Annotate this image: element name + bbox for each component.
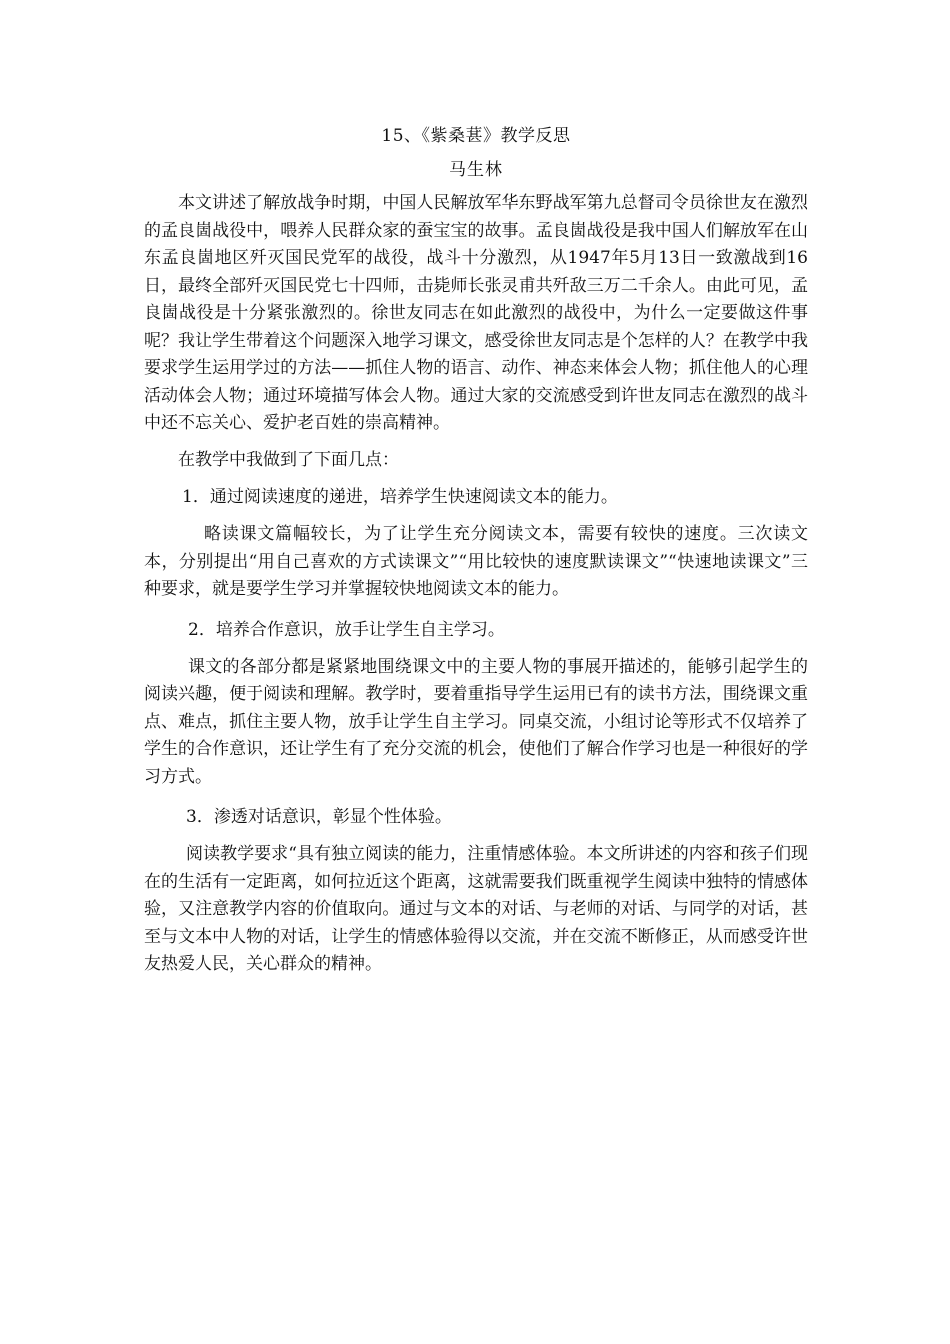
section-3-heading: 3．渗透对话意识，彰显个性体验。 — [186, 807, 452, 827]
document-title: 15、《紫桑葚》教学反思 — [381, 126, 571, 146]
section-2-heading: 2．培养合作意识，放手让学生自主学习。 — [188, 619, 505, 640]
intro-paragraph: 本文讲述了解放战争时期，中国人民解放军华东野战军第九总督司令员徐世友在激烈的孟良崮战役中，喂养人民群众家的蚕宝宝的故事。孟良崮战役是我中国人们解放军在山东孟良崮地区歼灭国民党军的战役，战斗十分激烈，从1947年5月13日一致激战到16日，最终全部歼灭国民党七十四师，击毙师长张灵甫共歼敌三万二千余人。由此可见，孟良崮战役是十分紧张激烈的。徐世友同志在如此激烈的战役中，为什么一定要做这件事呢？我让学生带着这个问题深入地学习课文，感受徐世友同志是个怎样的人？在教学中我要求学生运用学过的方法——抓住人物的语言、动作、神态来体会人物；抓住他人的心理活动体会人物；通过环境描写体会人物。通过大家的交流感受到许世友同志在激烈的战斗中还不忘关心、爱护老百姓的崇高精神。 — [144, 193, 808, 433]
document-page — [144, 122, 808, 979]
section-1-body: 略读课文篇幅较长，为了让学生充分阅读文本，需要有较快的速度。三次读文本，分别提出“用自己喜欢的方式读课文”“用比较快的速度默读课文”“快速地读课文”三种要求，就是要学生学习并掌握较快地阅读文本的能力。 — [144, 524, 808, 599]
section-3-body: 阅读教学要求“具有独立阅读的能力，注重情感体验。本文所讲述的内容和孩子们现在的生活有一定距离，如何拉近这个距离，这就需要我们既重视学生阅读中独特的情感体验，又注意教学内容的价值取向。通过与文本的对话、与老师的对话、与同学的对话，甚至与文本中人物的对话，让学生的情感体验得以交流，并在交流不断修正，从而感受许世友热爱人民，关心群众的精神。 — [144, 844, 808, 974]
section-2-body: 课文的各部分都是紧紧地围绕课文中的主要人物的事展开描述的，能够引起学生的阅读兴趣，便于阅读和理解。教学时，要着重指导学生运用已有的读书方法，围绕课文重点、难点，抓住主要人物，放手让学生自主学习。同桌交流，小组讨论等形式不仅培养了学生的合作意识，还让学生有了充分交流的机会，使他们了解合作学习也是一种很好的学习方式。 — [144, 656, 808, 787]
section-1-heading: 1．通过阅读速度的递进，培养学生快速阅读文本的能力。 — [182, 487, 618, 507]
lead-paragraph: 在教学中我做到了下面几点： — [178, 449, 399, 470]
document-author: 马生林 — [449, 160, 503, 180]
